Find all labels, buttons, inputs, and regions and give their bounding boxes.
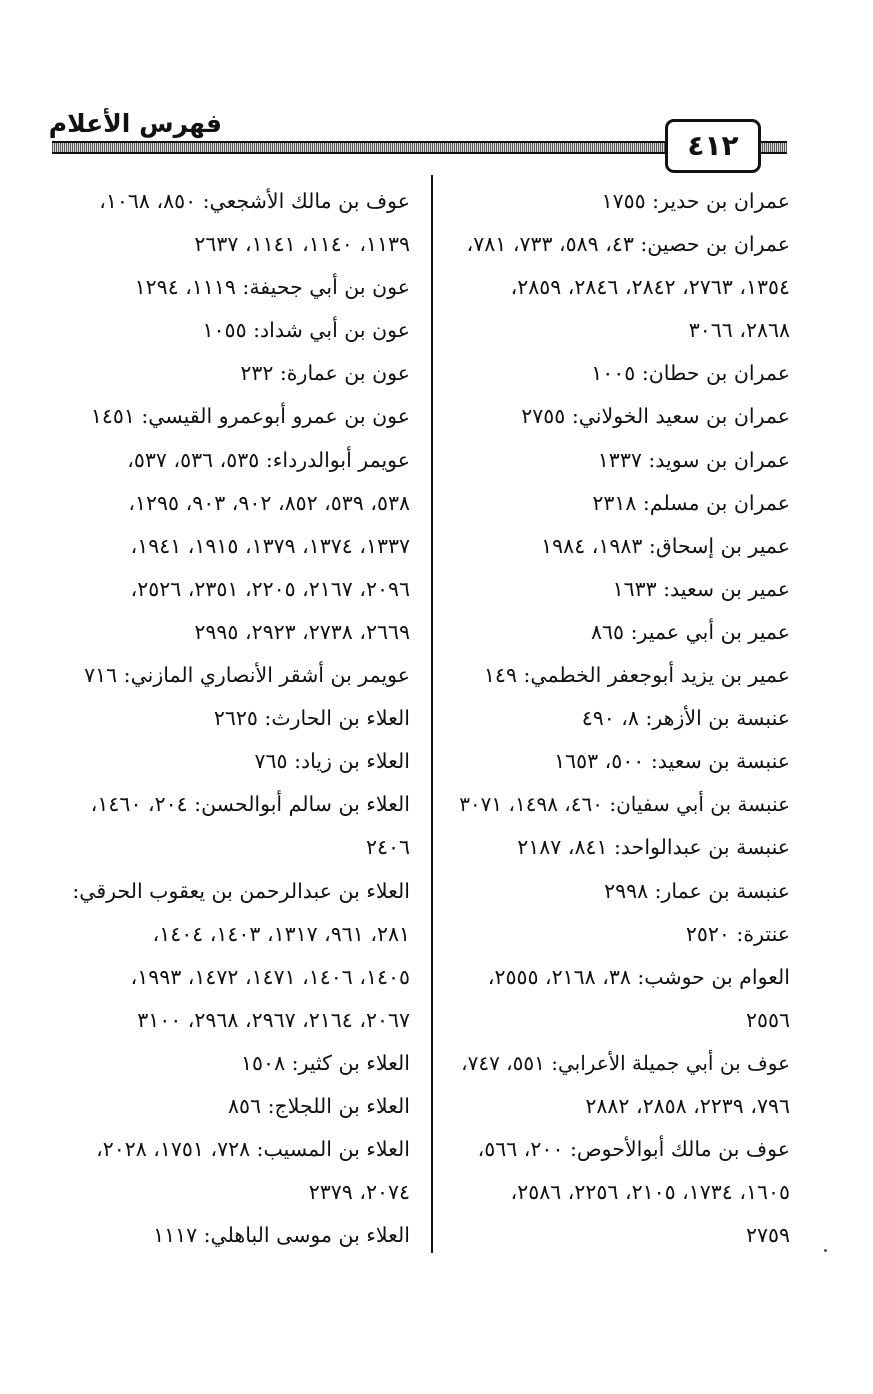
index-entry-line: عون بن أبي شداد: ١٠٥٥ (202, 318, 410, 343)
page-number-box (665, 119, 761, 173)
index-entry-line: العلاء بن كثير: ١٥٠٨ (241, 1050, 410, 1075)
index-entry-line: عمران بن حطان: ١٠٠٥ (591, 361, 790, 386)
index-entry-line: ٧٩٦، ٢٢٣٩، ٢٨٥٨، ٢٨٨٢ (585, 1093, 790, 1118)
column-divider (431, 175, 433, 1253)
index-entry-line: عمران بن حصين: ٤٣، ٥٨٩، ٧٣٣، ٧٨١، (466, 232, 790, 257)
index-entry-line: ١٤٠٥، ١٤٠٦، ١٤٧١، ١٤٧٢، ١٩٩٣، (130, 964, 410, 989)
index-entry-line: العلاء بن زياد: ٧٦٥ (254, 749, 410, 774)
index-entry-line: العلاء بن موسى الباهلي: ١١١٧ (153, 1223, 410, 1248)
index-entry-line: عون بن عمارة: ٢٣٢ (240, 361, 410, 386)
left-column (60, 180, 410, 1257)
page-number: ٤١٢ (687, 129, 739, 162)
index-entry-line: عوف بن مالك الأشجعي: ٨٥٠، ١٠٦٨، (99, 189, 410, 213)
index-entry-line: ١٣٣٧، ١٣٧٤، ١٣٧٩، ١٩١٥، ١٩٤١، (130, 533, 410, 558)
index-entry-line: عويمر أبوالدرداء: ٥٣٥، ٥٣٦، ٥٣٧، (127, 447, 410, 472)
index-entry-line: عمير بن يزيد أبوجعفر الخطمي: ١٤٩ (483, 663, 790, 688)
index-entry-line: عمران بن سويد: ١٣٣٧ (597, 447, 790, 472)
index-entry-line: ١٣٥٤، ٢٧٦٣، ٢٨٤٢، ٢٨٤٦، ٢٨٥٩، (510, 275, 790, 300)
index-entry-line: ٥٣٨، ٥٣٩، ٨٥٢، ٩٠٢، ٩٠٣، ١٢٩٥، (128, 490, 410, 515)
index-entry-line: ٢٦٦٩، ٢٧٣٨، ٢٩٢٣، ٢٩٩٥ (194, 619, 410, 644)
index-entry-line: عنبسة بن عبدالواحد: ٨٤١، ٢١٨٧ (517, 835, 790, 860)
index-entry-line: ١٦٠٥، ١٧٣٤، ٢١٠٥، ٢٢٥٦، ٢٥٨٦، (510, 1180, 790, 1205)
index-entry-line: ٢٧٥٩ (745, 1223, 790, 1248)
index-entry-line: العلاء بن اللجلاج: ٨٥٦ (228, 1093, 410, 1118)
index-entry-line: عمير بن إسحاق: ١٩٨٣، ١٩٨٤ (541, 533, 790, 558)
index-entry-line: عمير بن سعيد: ١٦٣٣ (612, 576, 790, 601)
index-entry-line: عويمر بن أشقر الأنصاري المازني: ٧١٦ (84, 663, 410, 688)
index-entry-line: عوف بن مالك أبوالأحوص: ٢٠٠، ٥٦٦، (477, 1137, 790, 1162)
index-entry-line: عنبسة بن عمار: ٢٩٩٨ (604, 878, 790, 903)
index-entry-line: عمران بن مسلم: ٢٣١٨ (592, 490, 790, 515)
index-entry-line: عون بن أبي جحيفة: ١١١٩، ١٢٩٤ (134, 275, 410, 300)
index-entry-line: العلاء بن سالم أبوالحسن: ٢٠٤، ١٤٦٠، (90, 792, 410, 817)
index-entry-line: عمران بن سعيد الخولاني: ٢٧٥٥ (521, 404, 790, 429)
index-entry-line: عوف بن أبي جميلة الأعرابي: ٥٥١، ٧٤٧، (461, 1050, 790, 1075)
margin-dot (824, 1249, 827, 1252)
index-entry-line: عنبسة بن أبي سفيان: ٤٦٠، ١٤٩٨، ٣٠٧١ (459, 792, 790, 817)
index-entry-line: ٢٠٩٦، ٢١٦٧، ٢٢٠٥، ٢٣٥١، ٢٥٢٦، (130, 576, 410, 601)
index-entry-line: العلاء بن الحارث: ٢٦٢٥ (213, 706, 410, 731)
right-column (455, 180, 790, 1257)
index-entry-line: عون بن عمرو أبوعمرو القيسي: ١٤٥١ (90, 404, 410, 429)
index-entry-line: ٢٠٧٤، ٢٣٧٩ (308, 1180, 410, 1205)
index-entry-line: العلاء بن المسيب: ٧٢٨، ١٧٥١، ٢٠٢٨، (96, 1137, 410, 1162)
index-entry-line: عنترة: ٢٥٢٠ (685, 921, 790, 946)
index-entry-line: عمير بن أبي عمير: ٨٦٥ (591, 619, 790, 644)
page-header-title: فهرس الأعلام (48, 109, 222, 138)
index-entry-line: العلاء بن عبدالرحمن بن يعقوب الحرقي: (72, 878, 410, 903)
index-entry-line: عمران بن حدير: ١٧٥٥ (601, 189, 790, 213)
index-entry-line: ٢٨٦٨، ٣٠٦٦ (688, 318, 790, 343)
index-entry-line: ٢٥٥٦ (745, 1007, 790, 1032)
index-entry-line: عنبسة بن الأزهر: ٨، ٤٩٠ (581, 706, 790, 731)
index-entry-line: عنبسة بن سعيد: ٥٠٠، ١٦٥٣ (554, 749, 790, 774)
index-entry-line: ٢٠٦٧، ٢١٦٤، ٢٩٦٧، ٢٩٦٨، ٣١٠٠ (137, 1007, 410, 1032)
index-entry-line: ١١٣٩، ١١٤٠، ١١٤١، ٢٦٣٧ (194, 232, 410, 257)
index-entry-line: العوام بن حوشب: ٣٨، ٢١٦٨، ٢٥٥٥، (487, 964, 790, 989)
index-entry-line: ٢٤٠٦ (365, 835, 410, 860)
index-entry-line: ٢٨١، ٩٦١، ١٣١٧، ١٤٠٣، ١٤٠٤، (152, 921, 410, 946)
